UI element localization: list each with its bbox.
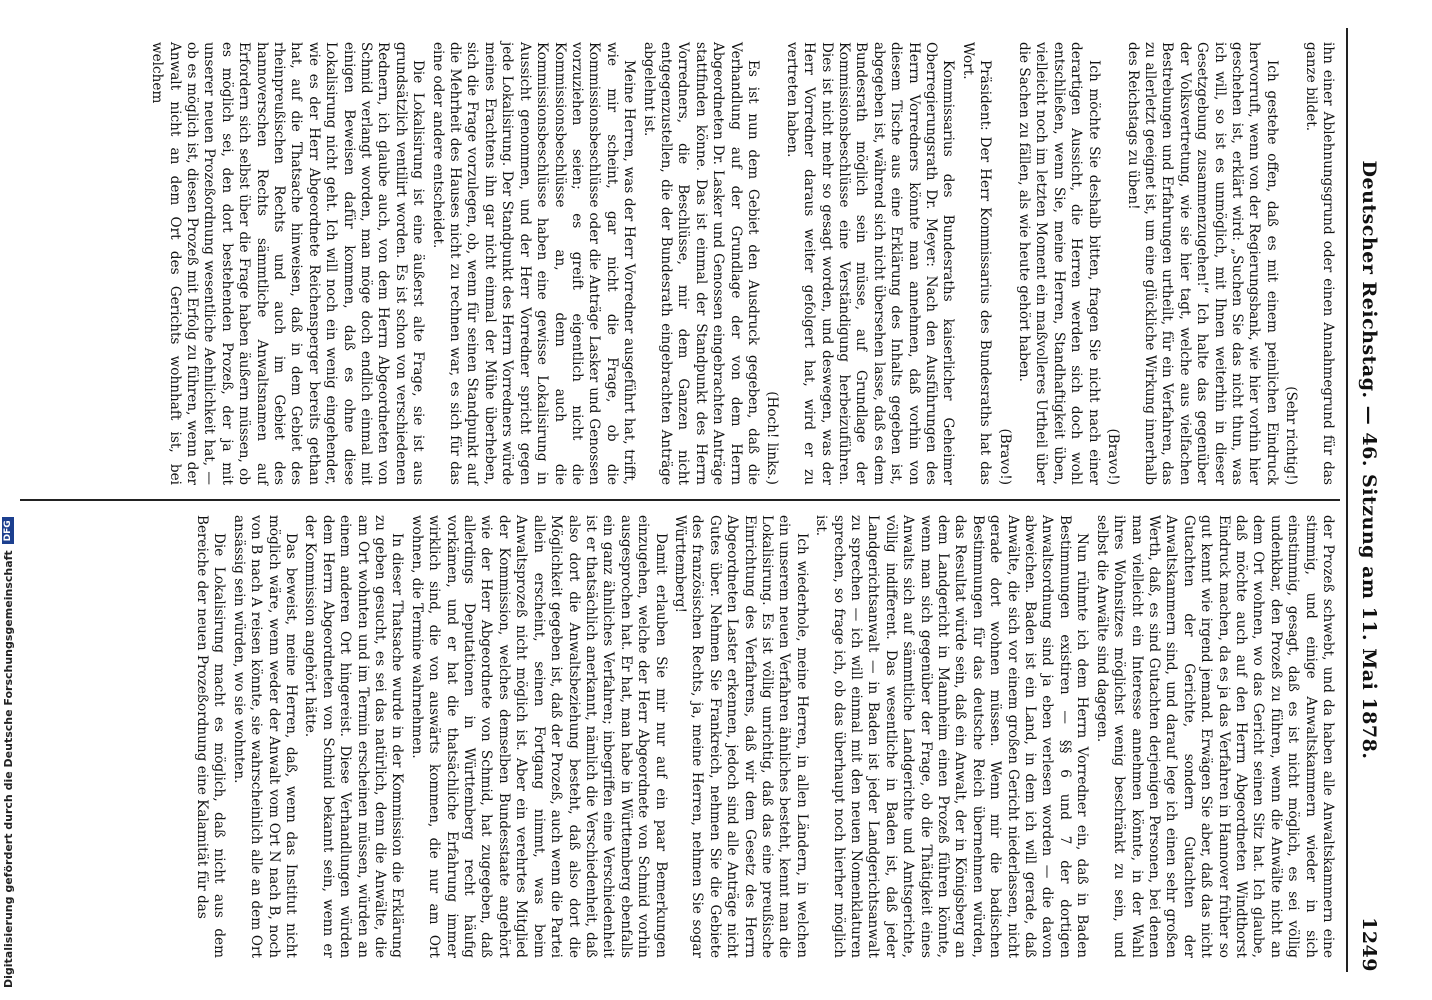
right-column [20, 501, 1340, 972]
paragraph: Damit erlauben Sie mir nur auf ein paar Bemerkungen einzugehen, welche der Herr Abgeordnete von Schmid vorhin ausgesprochen hat. Er hat, man habe in Württemberg ebenfalls ein ganz ähnliches Verfahren; inbegriffen eine Verschiedenheit ist er thatsächlich anerkannt, nämlich die Verschiedenheit, daß also dort die Anwaltsbeziehung besteht, daß also dort die Möglichkeit gegeben ist, daß der Prozeß, auch wenn die Partei allein erscheint, seinen Fortgang nimmt, was beim Anwaltsprozeß nicht möglich ist. Aber ein verehrtes Mitglied der Kommission, welches demselben Bundesstaate angehört wie der Herr Abgeordnete von Schmid, hat zugegeben, daß allerdings Deputationen in Württemberg recht häufig vorkämen, und er hat die thatsächliche Erfahrung immer wirklich sind, die von auswärts kommen, die nur am Ort wohnen, die Termine wahrnehmen. [408, 515, 669, 958]
interjection: (Bravo!) [1105, 428, 1122, 485]
header-rule [1346, 28, 1348, 972]
interjection: (Bravo!) [996, 428, 1013, 485]
paragraph: Das beweist, meine Herren, daß, wenn das Institut nicht möglich wäre, wenn weder der Anwalt vom Ort N nach B, noch von B nach A reisen könnte, sie wahrscheinlich alle an dem Ort ansässig sein würden, wo sie wohnten. [230, 515, 300, 958]
page-header [1354, 28, 1384, 972]
paragraph: der Prozeß schwebt, und da haben alle Anwaltskammern eine stimmig, und einige Anwaltskammern wieder in sich einstimmig, gesagt, daß es ist nicht möglich, es sei völlig undenkbar, den Prozeß zu führen, wenn die Anwälte nicht an dem Ort wohnen, wo das Gericht seinen Sitz hat. Ich glaube, daß möchte auch auf den Herrn Abgeordneten Windthorst Eindruck machen, da es ja das Verfahren in Hannover früher so gut kennt wie irgend jemand. Erwägen Sie aber, daß das nicht Gutachten der Gerichte, sondern Gutachten der Anwaltskammern sind, und darauf lege ich einen sehr großen Werth, daß, es sind Gutachten derjenigen Personen, bei denen man vielleicht ein Interesse annehmen könnte, in der Wahl ihres Wohnsitzes möglichst wenig beschränkt zu sein, und selbst die Anwälte sind dagegen. [1093, 515, 1336, 958]
paragraph: Meine Herren, was der Herr Vorredner ausgeführt hat, trifft, wie mir scheint, gar nicht die Frage, ob die Kommissionsbeschlüsse oder die Anträge Lasker und Genossen vorzuziehen seien; es greift eigentlich nicht die Kommissionsbeschlüsse an, denn auch die Kommissionsbeschlüsse haben eine gewisse Lokalisirung in Aussicht genommen, und der Herr Vorredner spricht gegen jede Lokalisirung. Der Standpunkt des Herrn Vorredners würde meines Erachtens ihn gar nicht einmal der Mühe überheben, sich die Frage vorzulegen, ob, wenn für seinen Standpunkt auf die Mehrheit des Hauses nicht zu rechnen war, es sich für das eine oder andere entscheidet. [429, 42, 638, 485]
dfg-logo: DFG [2, 517, 14, 544]
text-columns [20, 28, 1340, 972]
paragraph: Präsident: Der Herr Kommissarius des Bundesraths hat das Wort. [959, 42, 994, 485]
paragraph: Kommissarius des Bundesraths kaiserlicher Geheimer Oberregierungsrath Dr. Meyer: Nach den Ausführungen des Herrn Vorredners könnte man annehmen, daß vorhin von diesem Tische aus eine Erklärung des Inhalts gegeben ist, abgegeben ist, während sich nicht übersehen lasse, daß es dem Bundesrath möglich sein müsse, auf Grundlage der Kommissionsbeschlüsse eine Verständigung herbeizuführen. Dies ist nicht mehr so gesagt worden, und deswegen, was der Herr Vorredner daraus weiter gefolgert hat, wird er zu vertreten haben. [783, 42, 957, 485]
page-number: 1249 [1358, 917, 1380, 972]
left-column [20, 28, 1340, 499]
digitization-credit [0, 0, 16, 1000]
credit-text: Digitalisierung gefördert durch die Deutsche Forschungsgemeinschaft [1, 550, 15, 988]
paragraph: Ich gestehe offen, daß es mit einem peinlichen Eindruck hervorruft, wenn von der Regierungsbank, wie hier vorhin hier geschehen ist, erklärt wird: „Suchen Sie das nicht thun, was ich will, so ist es unmöglich, mit Ihnen weiterhin in dieser Gesetzgebung zusammenzugehen!“ Ich halte das gegenüber der Volksvertretung, wie sie hier tagt, welche aus vielfachen Bestrebungen und Erfahrungen urtheilt, für ein Verfahren, das zu allerletzt geeignet ist, um eine glückliche Wirkung innerhalb des Reichstags zu üben! [1124, 42, 1280, 485]
paragraph: Ich möchte Sie deshalb bitten, fragen Sie nicht nach einer derartigen Aussicht, die Herren werden sich doch wohl entschließen, wenn Sie, meine Herren, Standhaftigkeit üben, vielleicht noch im letzten Moment ein maßvolleres Urtheil über die Sachen zu fällen, als wie heute gehört haben. [1016, 42, 1102, 485]
paragraph: Die Lokalisirung macht es möglich, daß nicht aus dem Bereiche der neuen Prozeßordnung eine Kalamität für das [194, 515, 228, 958]
side-note [0, 0, 16, 1000]
paragraph: ihn einer Ablehnungsgrund oder einen Annahmegrund für das ganze bildet. [1302, 42, 1336, 485]
interjection: (Sehr richtig!) [1283, 386, 1300, 485]
interjection: (Hoch! links.) [764, 391, 781, 485]
paragraph: Die Lokalisirung ist eine äußerst alte Frage, sie ist aus grundsätzlich ventilirt worden. Es ist schon von verschiedenen Rednern, ich glaube auch, von dem Herrn Abgeordneten von Schmid verlangt worden, man möge doch endlich einmal mit einigen Beweisen dafür kommen, daß es ohne diese Lokalisirung nicht geht. Ich will noch ein wenig eingehender, wie es der Herr Abgeordnete Reichensperger bereits gethan hat, auf die Thatsache hinweisen, daß in dem Gebiet des rheinpreußischen Rechts und auch im Gebiet des hannoverschen Rechts sämmtliche Anwaltsnamen auf Erfordern sich selbst über die Frage haben äußern müssen, ob es möglich sei, den dort bestehenden Prozeß, der ja mit unserer neuen Prozeßordnung wesentliche Aehnlichkeit hat, — ob es möglich ist, diesen Prozeß mit Erfolg zu führen, wenn der Anwalt nicht an dem Ort des Gerichts wohnhaft ist, bei welchem [149, 42, 427, 485]
paragraph: Es ist nun dem Gebiet den Ausdruck gegeben, daß die Verhandlung auf der Grundlage der von dem Herrn Abgeordneten Dr. Lasker und Genossen eingebrachten Anträge stattfinden könne. Das ist einmal der Standpunkt des Herrn Vorredners, die Beschlüsse, mir dem Ganzen nicht entgegenzustellen, die der Bundesrath eingebrachten Anträge abgelehnt ist. [640, 42, 761, 485]
paragraph: Nun rühmte ich dem Herrn Vorredner ein, daß in Baden Bestimmungen existiren — §§ 6 und 7 der dortigen Anwaltsordnung sind ja eben verlesen worden — die davon abweichen. Baden ist ein Land, in dem ich will gerade, daß Anwälte, die sich vor einem großen Gericht niederlassen, nicht gerade dort wohnen müssen. Wenn mir die badischen Bestimmungen für das deutsche Reich übernehmen würden, das Resultat würde sein, daß ein Anwalt, der in Königsberg an dem Landgericht in Mannheim einen Prozeß führen könnte, wenn man sich gegenüber der Frage, ob die Thätigkeit eines Anwalts sich auf sämmtliche Landgerichte und Amtsgerichte, völlig indifferent. Das wesentliche in Baden ist, daß jeder Landgerichtsanwalt — in Baden ist jeder Landgerichtsanwalt zu sprechen — ich will einmal mit den neuen Nomenklaturen sprechen, so frage ich, ob das überhaupt noch hierher möglich ist. [813, 515, 1091, 958]
paragraph: In dieser Thatsache wurde in der Kommission die Erklärung zu geben gesucht, es sei das natürlich, denn die Anwälte, die am Ort wohnten und im Termin erscheinen müssen, würden an einem anderen Ort hingereist. Diese Verhandlungen würden dem Herrn Abgeordneten von Schmid bekannt sein, wenn er der Kommission angehört hätte. [302, 515, 406, 958]
header-title: Deutscher Reichstag. — 46. Sitzung am 11. Mai 1878. [1358, 160, 1380, 760]
paragraph: Ich wiederhole, meine Herren, in allen Ländern, in welchen ein unserem neuen Verfahren ähnliches besteht, kennt man die Lokalisirung. Es ist völlig unrichtig, daß das eine preußische Einrichtung des Verfahrens, daß wir dem Gesetz des Herrn Abgeordneten Laster erkennen, jedoch sind alle Anträge nicht Gutes über. Nehmen Sie Frankreich, nehmen Sie die Gebiete des französischen Rechts, ja, meine Herren, nehmen Sie sogar Württemberg! [671, 515, 810, 958]
